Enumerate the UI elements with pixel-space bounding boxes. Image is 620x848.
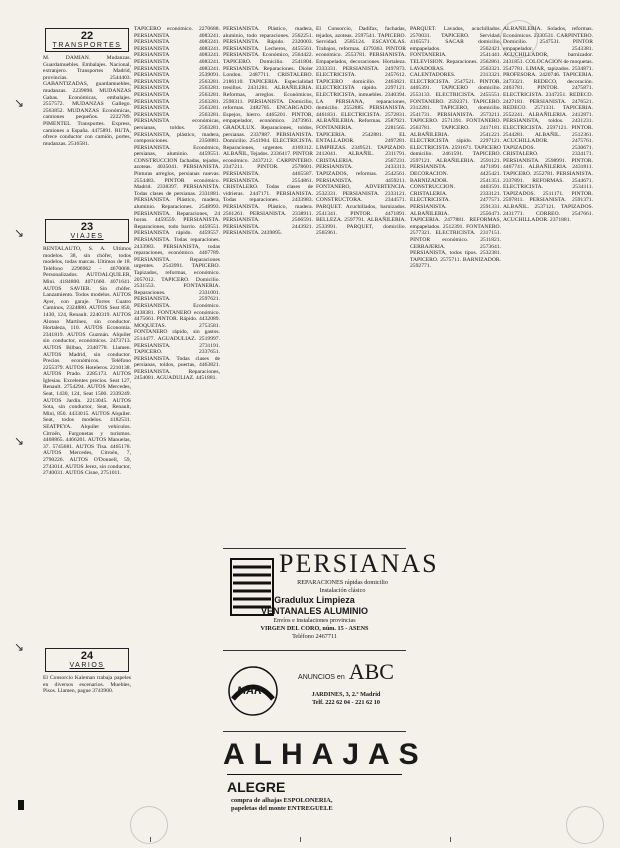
- ad-tagline: compra de alhajas ESPOLONERIA, papeletas del monte ENTREGUELE: [231, 797, 333, 813]
- listing-block: El Consorcio, Dadifax, fachadas, tejados, azoteas. 2597541. TAPICERO. Servidad. 2585124. ESCAYOLAS. Trabajos, reformas. 4379363. PINTOR económico. 2553781. PERSIANISTA. Empapelados, decoraciones. Hortaleza. 2333331. PERSIANISTA. 2497873. ELECTRICISTA. 2457612. TAPICERO domicilio. 2463821. ELECTRICISTA rápido. 2297121. ELECTRICISTA, inmuebles. 2340394. LA PERSIANA, reparaciones, domicilio. 2552885. PERSIANISTA. 4461831. ELECTRICISTA. 2572831. ALBAÑILERIA. Reformas. 2587921. FONTANERIA. 2281565. TAPICERIA. 2542881. EL ENTALLADOR. 2497281. LIMPIEZAS. 2349521. TAPIZADO. 2412041. ALBAÑIL. 2311791. CRISTALERIA. 2567231. PERSIANISTA. 2433313. TAPIZADOS, reformas. 2542561. PERSIANISTA. 4459211. FONTANERO, ADVERTENCIA. 2532331. PERSIANISTA. 2333121. CONSTRUCTORA. 2344571. PARQUET. Acuchillados, barnizados. 2541341. PINTOR. 4471891. BELLEZA. 2597791. ALBAÑILERIA. 2533991. PARQUET, domicilio. 2565961.: [316, 26, 406, 237]
- column-2: [134, 26, 220, 842]
- listing-block: ALBAÑILERIA. Solados, reformas. Económicos. 2330531. CARPINTERO. Domicilio. 2547531. PINTOR empapelador. 2543381. ACUCHILLADOR, barnizador. 2431851. COLOCACION de moquetas. 2547781. LIMAR, tapizados. 2534871. PROFESORA. 2420746. TAPICERIA. 2473321. REDECO, decoración. 2463781. PINTOR. 2475871. ELECTRICISTA. 2347251. REDECO. 2427181. PERSIANISTA. 2476521. REDECO. 2571331. TAPICERIA. 2552241. ALBAÑILERIA. 2412871. PERSIANISTA, toldos. 2431231. ELECTRICISTA. 2597121. PINTOR. 2544281. ALBAÑIL. 2512361. ACUCHILLADOR. 2475761. TAPIZADOS. 2530671. CRISTALERO. 2334171. PERSIANISTA. 2598991. PINTOR. 4467741. ALBAÑILERIA. 2431811. TAPICERO. 2552781. PERSIANISTA. 2337891. REFORMAS. 2544671. ELECTRICISTA. 2534111. TAPIZADOS. 2511171. PINTOR. 2597811. PERSIANISTA. 2591371. ALBAÑIL. 2537121. TAPIZADOS. 2431771. CORREO. 2547661. ACUCHILLADOR. 2371881.: [503, 26, 593, 224]
- section-header-varios: [45, 648, 129, 672]
- section-number: 22: [80, 30, 94, 42]
- ad-line: Teléfono 2467711: [292, 633, 337, 640]
- ad-brand: ABC: [348, 659, 394, 684]
- ad-prefix: ANUNCIOS en: [298, 674, 345, 681]
- section-header-viajes: [45, 219, 129, 243]
- ad-line: REPARACIONES rápidas domicilio: [297, 579, 388, 586]
- ad-line: Gradulux Limpieza: [274, 595, 355, 605]
- column-3: [223, 26, 313, 546]
- listing-block: TAPICERO económico. 2270688. PERSIANISTA 4083241. PERSIANISTA 4083241. PERSIANISTA 4083241. PERSIANISTA 4083241. PERSIANISTA 4083241. PERSIANISTA 4083241. PERSIANISTA 2539091. PERSIANISTA 2563281. PERSIANISTA 2563281. PERSIANISTA 2563281. PERSIANISTA 2563281. PERSIANISTA 2563281. PERSIANISTA 2563281. PERSIANISTA económicas, persianas, toldos. 2563281. PERSIANISTA, plástico, madera, composiciones. 2350881. PERSIANISTA. Económico, persianas, aluminio. 4459551. CONSTRUCCION fachadas, tejados, azoteas. 4035041. PERSIANISTA. Pinturas arreglos, persianas nuevas. 2554483. PINTOR económico. Madrid. 2338397. PERSIANISTA. Todas clases de persianas. 2331881. PERSIANISTA. Plástico, madera, aluminio. Reparaciones. 2548993. PERSIANISTA. Reparaciones, 24 horas. 4459559. PERSIANISTA. Reparaciones, todo barrio. 4459551. PERSIANISTA rápido. 4459557. PERSIANISTA. Todas reparaciones. 2433983. PERSIANISTA, todas reparaciones, económico. 4467789. PERSIANISTA. Reparaciones urgentes. 2543991. TAPICERO. Tapizados, reformas, económico. 2057012. TAPICERO. Domicilio. 2531553. FONTANERIA. Reparaciones. 2331001. PERSIANISTA. 2597621. PERSIANISTA. Económico. 2438381. FONTANERO económico. 4475661. PINTOR. Rápido. 4432089. MOQUETAS. 2753581. FONTANERO rápido, sin gastos. 2514477. AGUADULIAZ. 2519997. PERSIANISTA. 2731191. TAPICERO. 2337651. PERSIANISTA. Todas clases de persianas, toldos, puertas, 4463821. PERSIANISTA. Reparaciones, 2454081. AGUADULIAZ. 4451881.: [134, 26, 220, 382]
- ad-alhajas: [223, 731, 428, 828]
- footer-tick: [450, 837, 451, 842]
- column-5: [410, 26, 501, 842]
- section-number: 24: [80, 650, 94, 662]
- listing-block: PERSIANISTA. Plástico, madera, aluminio, todo reparaciones. 2562251. PERSIANISTA. Rápido. 2320003. PERSIANISTA. Lecheros, 4455561. PERSIANISTA. Económico, 2564422. TAPICERO. Domicilio. 2541804. PERSIANISTA. Reparaciones. Dioler London. 2487711. CRISTALERO. 2186110. TAPICERIA. Especialidad tresillos. 2431281. ALBAÑILERIA. Reformas, arreglos. Económicos, 2598311. PERSIANISTA. Domicilio, reformas. 2482785. ENCARGADO. Espejos, hierro. 4465201. PINTOR, empapelador, económico. 2473961. GRADULUX. Reparaciones, toldos, persianas. 2337887. PERSIANISTA. Domicilio. 2541904. ELECTRICISTA. Reparaciones, urgentes. 4169312. ALBAÑIL, Tejados. 2336417. PINTOR económico. 2437212. CARPINTERO. 2347211. PINTOR. 2578601. PERSIANISTA. 4465587. PERSIANISTA. 2554861. CRISTALERO. Todas clases de vidrieras. 2447171. PERSIANISTA. Todas reparaciones. 2433983. PERSIANISTA. Plástico, madera. 2561261. PERSIANISTA. 2338911. PERSIANISTA. 2566591. PERSIANISTA. 2443921. PERSIANISTA. 2439895.: [223, 26, 313, 237]
- column-1: [43, 26, 131, 842]
- margin-arrow-icon: ↘: [14, 226, 25, 240]
- margin-arrow-icon: ↘: [14, 434, 25, 448]
- ad-line: VIRGEN DEL CORO, núm. 15 - ASENS: [260, 625, 369, 632]
- section-name: VIAJES: [70, 233, 104, 240]
- ad-line: VENTANALES ALUMINIO: [261, 606, 368, 616]
- ad-abc: [223, 650, 406, 729]
- ad-brand: ALEGRE: [227, 779, 286, 796]
- logo-text: MAR: [237, 685, 263, 697]
- margin-arrow-icon: ↘: [14, 640, 25, 654]
- ad-phone: Telf. 222 62 04 - 221 62 10: [312, 699, 380, 706]
- column-6: [503, 26, 593, 842]
- listing-block: PARQUET. Lavados, acuchillados. 2570031. TAPICERO. Servidad. 4165571. SACAR domicilio, empapelados. 2562421. FONTANERIA. 2541441. TELEVISION. Reparaciones. 2562861. LAVADORAS. 2563321. CALENTADORES. 2313321. ELECTRICISTA. 2547521. PINTOR. 4405391. TAPICERO domicilio. 2553133. ELECTRICISTA. 2455551. FONTANERO. 2592371. TAPICERO. 2312281. TAPICERO, domicilio. 2541731. PERSIANISTA. 2573211. TAPICERO. 2571391. FONTANERO. 2563781. TAPICERO. 2417181. ALBAÑILERIA. 2541221. ELECTRICISTA rápido. 2297121. ELECTRICISTA. 2591671. TAPICERO domicilio. 2461591. TAPICERO. 2597121. ALBAÑILERIA. 2591121. PERSIANISTA. 4471891. DECORACION. 4425421. BARNIZADOR. 2541351. CONSTRUCCION. 4403591. CRISTALERIA. 2333121. ELECTRICISTA. 2477571. PERSIANISTA. 2591331. ALBAÑILERIA. 2556471. TAPICERIA. 2477881. REFORMAS, empapelados. 2512391. FONTANERO. 2577321. ELECTRICISTA. 2317151. PINTOR económico. 2511821. CERRAJERIA. 2573641. PERSIANISTA, todos tipos. 2532381. TAPICERO. 2575711. BARNIZADOR. 2592771.: [410, 26, 501, 270]
- ad-line: Envíos e instalaciones provincias: [273, 617, 356, 624]
- margin-arrow-icon: ↘: [14, 96, 25, 110]
- listing-block: M. DAMIAN. Mudanzas. Guardamuebles. Embalajes. Nacional, extranjero. Transportes Madrid, provincias. 2544403. GABANTIZADAS, guardamuebles, mudanzas. 2239898. MUDANZAS Gabas. Económicas, embalajes. 2557572. MUDANZAS Gallego. 2563852. MUDANZAS Económicas, camiones pequeños. 2222789. PIMENTEL Transportes. Express, camiones a España. 4475891. RUTA, ofrece conductor con camión, portes, mudanzas. 2516581.: [43, 55, 131, 147]
- ink-blot: [18, 800, 24, 810]
- footer-tick: [300, 837, 301, 842]
- section-header-transportes: [45, 28, 129, 52]
- section-name: TRANSPORTES: [52, 42, 122, 49]
- ad-title: ALHAJAS: [223, 738, 428, 771]
- section-number: 23: [80, 221, 94, 233]
- ad-title: PERSIANAS: [279, 549, 439, 578]
- listing-block: El Consorcio Kaleman trabaja papeles en diversos escenarios. Muebles, Pisos. Llamen, pague 3743900.: [43, 675, 131, 695]
- window-shutter-icon: [229, 557, 275, 617]
- ad-line: Instalación clásico: [319, 587, 366, 594]
- ad-persianas: [223, 548, 439, 647]
- ad-address: JARDINES, 3, 2.º Madrid: [311, 691, 381, 698]
- section-name: VARIOS: [69, 662, 105, 669]
- column-4: [316, 26, 406, 546]
- listing-block: RENTALAUTO, S. A. Ultimos modelos. 38, sin chófer, todos modelos, todas marcas. Ultimos de 18. Teléfono 2296962 - 4670068. Personalizados. AUTOALQUILER, Mini. 4184800. 4071660. 4071641. AUTOS SAVIER. Sin chófer. Lanzamiento. Todos modelos. AUTOS Ayer, con garaje. Torres Cuatro Caminos, 2324880. AUTOS Seat 850, 1430, 124, Renault. 2240319. AUTOS Alonso Martínez, sin conductor. Hortaleza, 110. AUTOS Economía. 2341819. AUTOS Guzmán. Alquiler sin conductor, económicos. 2473713. AUTOS Bilbao, 2340778. Llamen. AUTOS Madrid, sin conductor. Precios económicos. Teléfono 2255379. AUTOS Hoteleros. 2210138. AUTOS Prado. 2285173. AUTOS Iglesias. Excelentes precios. Seat 127, Renault. 2754294. AUTOS Mercedes, Seat, 1430, 124, Seat 1500. 2339249. AUTOS Jardín. 2213045. AUTOS Sota, sin conductor, Seat, Renault, Mini, 850. 4433015. AUTOS Alquiler. Seat, todos modelos. 4182531. SEATPEYA. Alquiler vehículos. Citroën, Furgonetas y turismos. 4468865. 4466201. AUTOS Manuelas, 37. 5745681. AUTOS Tlsa. 4465178. AUTOS Mercedes, Citroën, 7, 2790226. AUTOS O'Donnell, 59, 2743014. AUTOS Jerez, sin conductor, 2740031. AUTOS Cisne, 2751011.: [43, 246, 131, 477]
- footer-tick: [150, 837, 151, 842]
